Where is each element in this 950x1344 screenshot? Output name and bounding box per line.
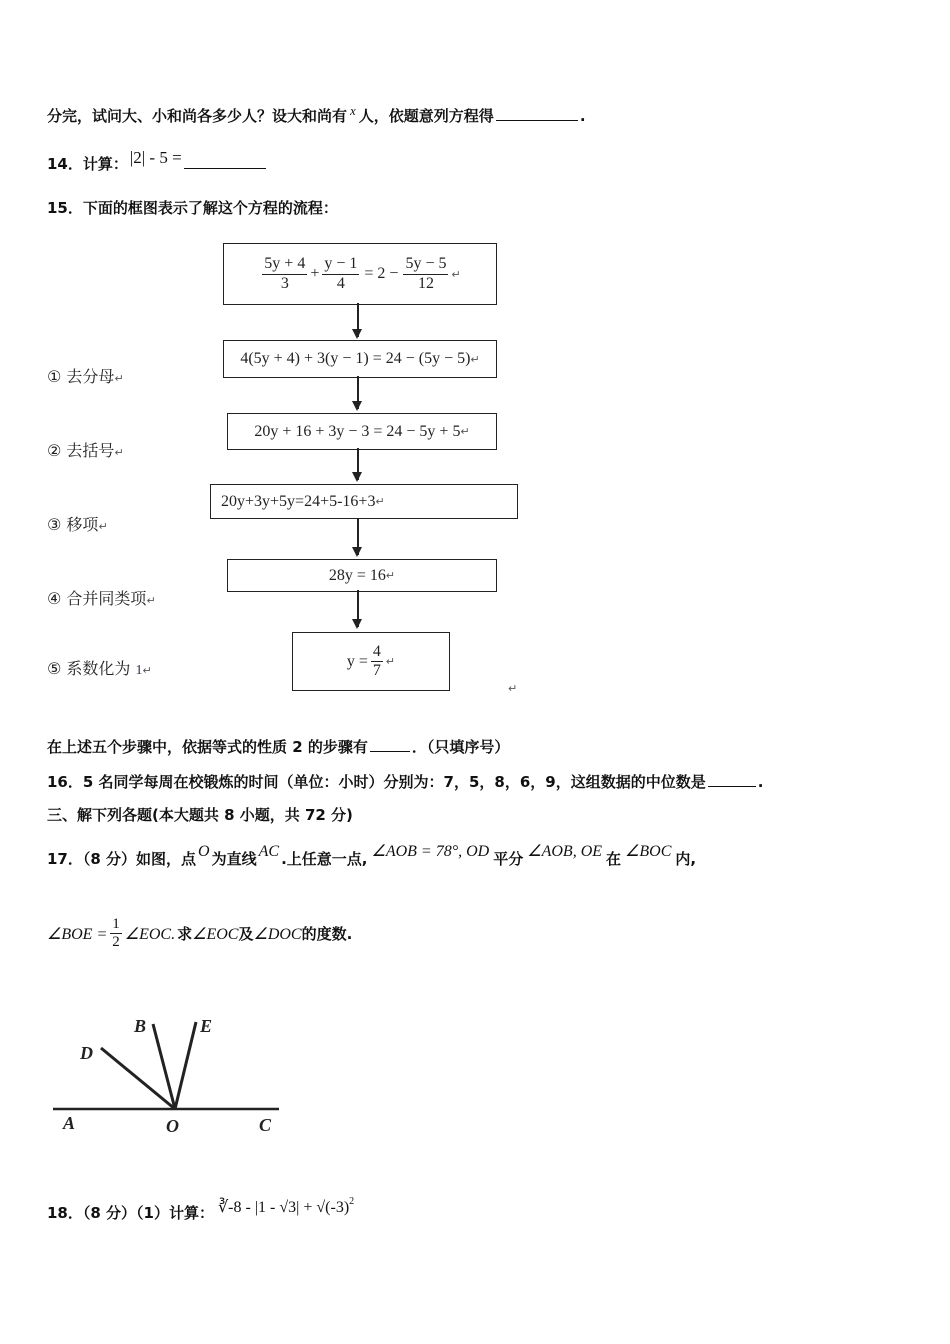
- step-label-1: ① 去分母↵: [47, 367, 124, 386]
- step-label-4: ④ 合并同类项↵: [47, 589, 156, 608]
- label-a: A: [63, 1113, 76, 1133]
- flow-box-step1: 4(5y + 4) + 3(y − 1) = 24 − (5y − 5) ↵: [223, 340, 497, 378]
- q13-text-a: 分完，试问大、小和尚各多少人？设大和尚有: [47, 107, 348, 125]
- label-e: E: [200, 1016, 213, 1036]
- q14-label: 14．计算：: [47, 155, 128, 173]
- q17-line1: 17．（8 分）如图，点 O 为直线 AC .上任意一点, ∠AOB = 78°, OD 平分 ∠AOB, OE 在 ∠BOC 内,: [47, 843, 697, 868]
- ray-oe: [175, 1022, 196, 1109]
- q14-expression: |2| - 5 =: [129, 148, 182, 167]
- q14-answer-blank[interactable]: [184, 167, 266, 169]
- q18-expression: ∛-8 - |1 - √3| + √(-3): [217, 1199, 350, 1216]
- flow-arrow-5: [357, 590, 359, 627]
- q16: 16．5 名同学每周在校锻炼的时间（单位：小时）分别为：7，5，8，6，9，这组数据的中位数是 .: [47, 773, 764, 791]
- flow-arrow-1: [357, 303, 359, 337]
- frac-final: $\frac{4}{7}$: [372, 642, 381, 679]
- flow-arrow-2: [357, 376, 359, 409]
- q14: [47, 148, 268, 174]
- label-d: D: [80, 1043, 93, 1063]
- flow-arrow-3: [357, 448, 359, 480]
- flow-box-step2: 20y + 16 + 3y − 3 = 24 − 5y + 5 ↵: [227, 413, 497, 450]
- angle-figure: [45, 1010, 305, 1140]
- q13-text-b: 人，依题意列方程得: [358, 107, 494, 125]
- step-label-3: ③ 移项↵: [47, 515, 108, 534]
- section3-heading: 三、解下列各题(本大题共 8 小题，共 72 分): [47, 806, 353, 824]
- frac-3: $\frac{5y - 5}{12}$: [405, 255, 447, 292]
- q15-answer-blank[interactable]: [370, 750, 410, 752]
- flow-box-step3: 20y+3y+5y=24+5-16+3 ↵: [210, 484, 518, 519]
- flow-box-original-equation: $\frac{5y + 4}{3}$ + $\frac{y - 1}{4}$ = 2 − $\frac{5y - 5}{12}$ ↵: [223, 243, 497, 305]
- q13-tail: [47, 103, 586, 126]
- label-o: O: [166, 1116, 179, 1136]
- label-b: B: [134, 1016, 147, 1036]
- ray-od: [101, 1048, 175, 1109]
- frac-half: $\frac{1}{2}$: [112, 916, 120, 951]
- q13-period: .: [579, 107, 586, 125]
- q18: 18．（8 分）（1）计算： ∛-8 - $|1 - √3| + √(-3)^2$: [47, 1196, 355, 1222]
- return-mark: ↵: [508, 682, 518, 695]
- flow-box-step5: y = $\frac{4}{7}$ ↵: [292, 632, 450, 691]
- label-c: C: [259, 1115, 272, 1135]
- step-label-2: ② 去括号↵: [47, 441, 124, 460]
- q15-label: 15．下面的框图表示了解这个方程的流程：: [47, 199, 338, 217]
- flow-box-step4: 28y = 16 ↵: [227, 559, 497, 592]
- frac-1: $\frac{5y + 4}{3}$: [264, 255, 306, 292]
- q17-line2: ∠BOE = $\frac{1}{2}$ ∠EOC. 求 ∠EOC 及 ∠DOC 的度数.: [47, 916, 353, 951]
- q13-variable: x: [350, 103, 356, 118]
- ray-ob: [153, 1024, 175, 1109]
- step-label-5: ⑤ 系数化为 1↵: [47, 659, 152, 678]
- frac-2: $\frac{y - 1}{4}$: [324, 255, 358, 292]
- q13-answer-blank[interactable]: [496, 119, 578, 121]
- q16-answer-blank[interactable]: [708, 785, 756, 787]
- q15-question: 在上述五个步骤中，依据等式的性质 2 的步骤有 ．（只填序号）: [47, 738, 510, 756]
- flow-arrow-4: [357, 519, 359, 555]
